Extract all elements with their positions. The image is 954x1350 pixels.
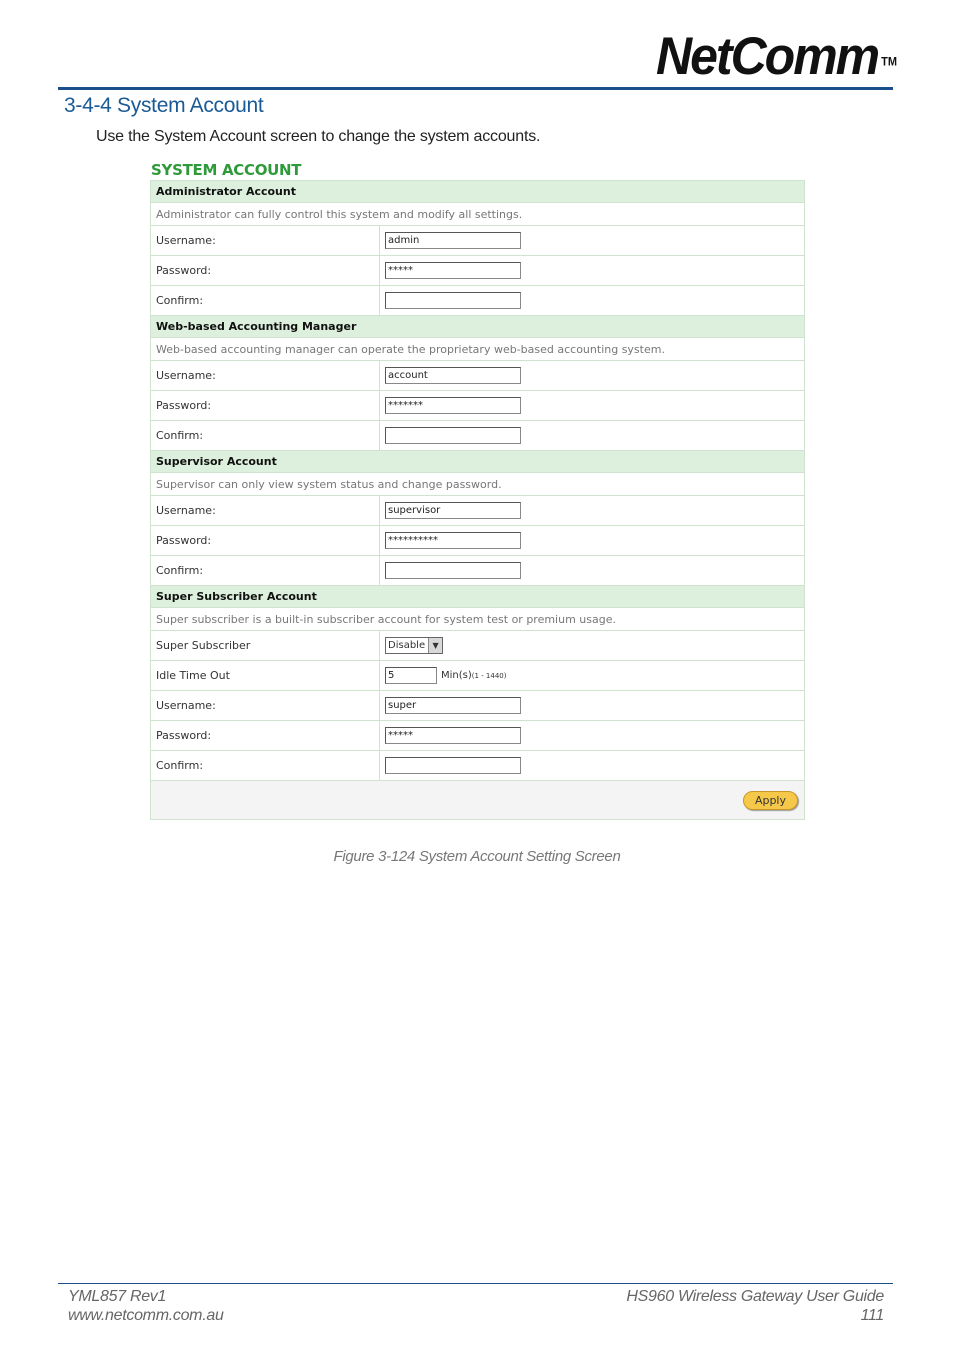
supervisor-password-label: Password: <box>151 526 380 556</box>
admin-confirm-label: Confirm: <box>151 286 380 316</box>
subscriber-confirm-input[interactable] <box>385 757 521 774</box>
footer-left <box>68 1287 224 1325</box>
footer-guide-title: HS960 Wireless Gateway User Guide <box>626 1288 884 1305</box>
footer-doc-id: YML857 Rev1 <box>68 1288 167 1305</box>
web-confirm-label: Confirm: <box>151 421 380 451</box>
chevron-down-icon[interactable]: ▼ <box>428 638 442 653</box>
super-subscriber-label: Super Subscriber <box>151 631 380 661</box>
screen-title: SYSTEM ACCOUNT <box>151 161 302 179</box>
supervisor-heading: Supervisor Account <box>151 451 805 473</box>
subscriber-username-label: Username: <box>151 691 380 721</box>
idle-timeout-input[interactable]: 5 <box>385 667 437 684</box>
subscriber-heading: Super Subscriber Account <box>151 586 805 608</box>
idle-timeout-unit <box>441 670 506 681</box>
web-username-input[interactable]: account <box>385 367 521 384</box>
section-heading: 3-4-4 System Account <box>64 94 264 117</box>
footer-page-number: 111 <box>860 1307 884 1324</box>
figure-caption: Figure 3-124 System Account Setting Screen <box>333 848 621 865</box>
admin-description: Administrator can fully control this system and modify all settings. <box>151 203 805 226</box>
web-heading: Web-based Accounting Manager <box>151 316 805 338</box>
footer-right <box>626 1287 884 1325</box>
footer-website: www.netcomm.com.au <box>68 1307 224 1324</box>
logo-text: NetComm <box>656 26 879 86</box>
subscriber-password-label: Password: <box>151 721 380 751</box>
netcomm-logo <box>656 26 898 86</box>
subscriber-description: Super subscriber is a built-in subscriber account for system test or premium usage. <box>151 608 805 631</box>
apply-button[interactable]: Apply <box>743 791 798 810</box>
admin-password-label: Password: <box>151 256 380 286</box>
supervisor-password-input[interactable]: ********** <box>385 532 521 549</box>
header-rule <box>58 87 893 90</box>
footer-rule <box>58 1283 893 1284</box>
web-confirm-input[interactable] <box>385 427 521 444</box>
web-username-label: Username: <box>151 361 380 391</box>
supervisor-username-label: Username: <box>151 496 380 526</box>
web-description: Web-based accounting manager can operate the proprietary web-based accounting system. <box>151 338 805 361</box>
subscriber-confirm-label: Confirm: <box>151 751 380 781</box>
admin-password-input[interactable]: ***** <box>385 262 521 279</box>
supervisor-confirm-label: Confirm: <box>151 556 380 586</box>
supervisor-confirm-input[interactable] <box>385 562 521 579</box>
admin-confirm-input[interactable] <box>385 292 521 309</box>
admin-username-input[interactable]: admin <box>385 232 521 249</box>
idle-range-text: (1 - 1440) <box>471 672 507 680</box>
super-subscriber-select[interactable] <box>385 637 443 654</box>
super-subscriber-selected: Disable <box>388 640 426 651</box>
system-account-form <box>150 180 805 820</box>
idle-unit-text: Min(s) <box>441 670 472 681</box>
supervisor-username-input[interactable]: supervisor <box>385 502 521 519</box>
section-intro: Use the System Account screen to change the system accounts. <box>96 128 541 145</box>
admin-username-label: Username: <box>151 226 380 256</box>
idle-timeout-label: Idle Time Out <box>151 661 380 691</box>
subscriber-password-input[interactable]: ***** <box>385 727 521 744</box>
subscriber-username-input[interactable]: super <box>385 697 521 714</box>
admin-heading: Administrator Account <box>151 181 805 203</box>
supervisor-description: Supervisor can only view system status and change password. <box>151 473 805 496</box>
logo-trademark: TM <box>881 56 898 69</box>
web-password-label: Password: <box>151 391 380 421</box>
web-password-input[interactable]: ******* <box>385 397 521 414</box>
